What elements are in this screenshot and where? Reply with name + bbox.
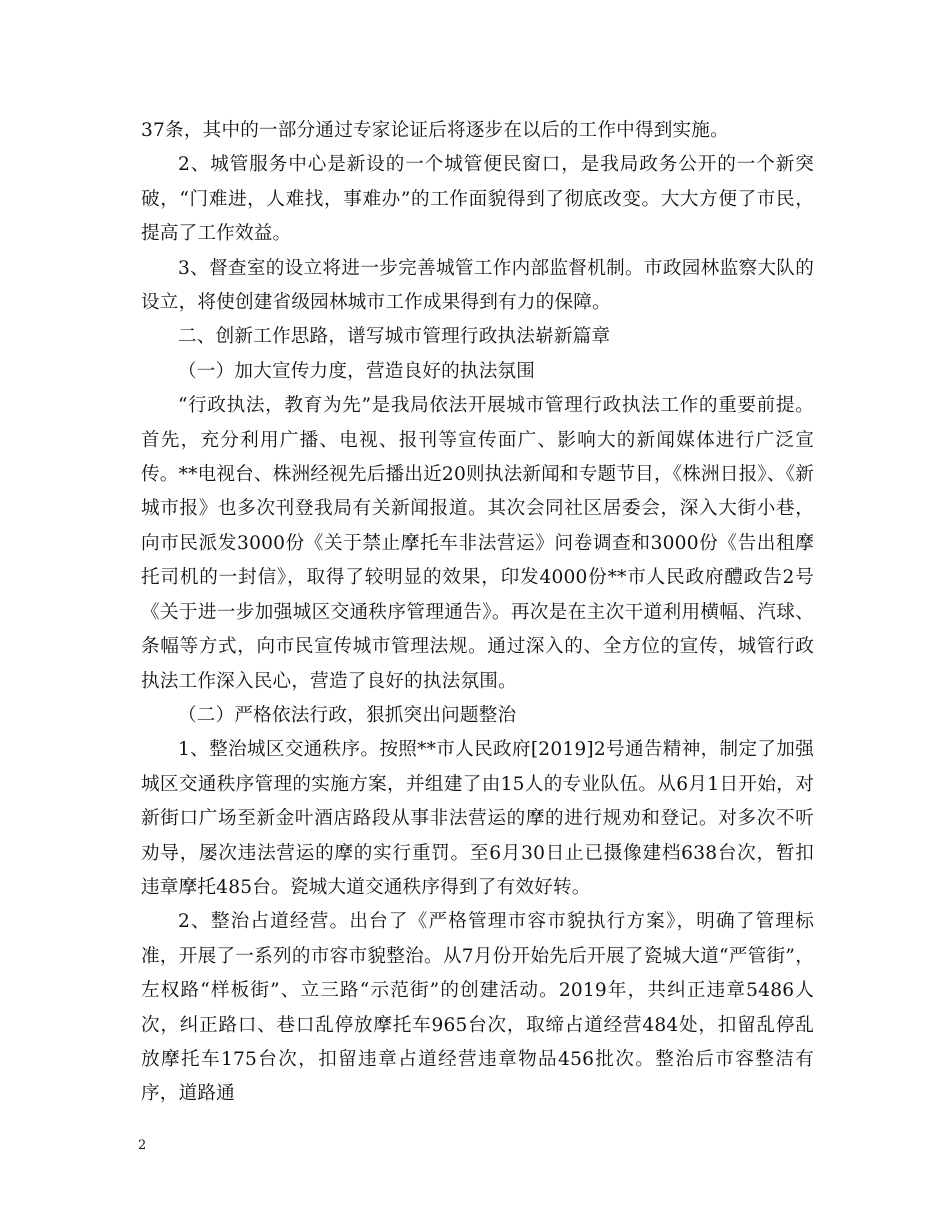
paragraph-service-center: 2、城管服务中心是新设的一个城管便民窗口，是我局政务公开的一个新突破，“门难进，人难找，事难办”的工作面貌得到了彻底改变。大大方便了市民，提高了工作效益。 xyxy=(141,154,814,245)
paragraph-continuation: 37条，其中的一部分通过专家论证后将逐步在以后的工作中得到实施。 xyxy=(141,120,729,141)
paragraph-traffic-order: 1、整治城区交通秩序。按照**市人民政府[2019]2号通告精神，制定了加强城区交通秩序管理的实施方案，并组建了由15人的专业队伍。从6月1日开始，对新街口广场至新金叶酒店路段从事非法营运的摩的进行规劝和登记。对多次不听劝导，屡次违法营运的摩的实行重罚。至6月30日止已摄像建档638台次，暂扣违章摩托485台。瓷城大道交通秩序得到了有效好转。 xyxy=(141,739,814,898)
subsection-heading-law-enforcement: （二）严格依法行政，狠抓突出问题整治 xyxy=(178,704,517,726)
page-number: 2 xyxy=(138,1138,147,1153)
document-body xyxy=(141,114,814,1112)
paragraph-road-occupation: 2、整治占道经营。出台了《严格管理市容市貌执行方案》，明确了管理标准，开展了一系列的市容市貌整治。从7月份开始先后开展了瓷城大道“严管街”，左权路“样板街”、立三路“示范街”的创建活动。2019年，共纠正违章5486人次，纠正路口、巷口乱停放摩托车965台次，取缔占道经营484处，扣留乱停乱放摩托车175台次，扣留违章占道经营违章物品456批次。整治后市容整洁有序，道路通 xyxy=(141,911,814,1105)
subsection-heading-publicity: （一）加大宣传力度，营造良好的执法氛围 xyxy=(178,360,536,382)
section-heading-innovation: 二、创新工作思路，谱写城市管理行政执法崭新篇章 xyxy=(178,326,611,348)
paragraph-supervision-office: 3、督查室的设立将进一步完善城管工作内部监督机制。市政园林监察大队的设立，将使创建省级园林城市工作成果得到有力的保障。 xyxy=(141,257,814,314)
paragraph-publicity: “行政执法，教育为先”是我局依法开展城市管理行政执法工作的重要前提。首先，充分利用广播、电视、报刊等宣传面广、影响大的新闻媒体进行广泛宣传。**电视台、株洲经视先后播出近20则执法新闻和专题节目，《株洲日报》、《新城市报》也多次刊登我局有关新闻报道。其次会同社区居委会，深入大街小巷，向市民派发3000份《关于禁止摩托车非法营运》问卷调查和3000份《告出租摩托司机的一封信》，取得了较明显的效果，印发4000份**市人民政府醴政告2号《关于进一步加强城区交通秩序管理通告》。再次是在主次干道利用横幅、汽球、条幅等方式，向市民宣传城市管理法规。通过深入的、全方位的宣传，城管行政执法工作深入民心，营造了良好的执法氛围。 xyxy=(141,395,814,692)
